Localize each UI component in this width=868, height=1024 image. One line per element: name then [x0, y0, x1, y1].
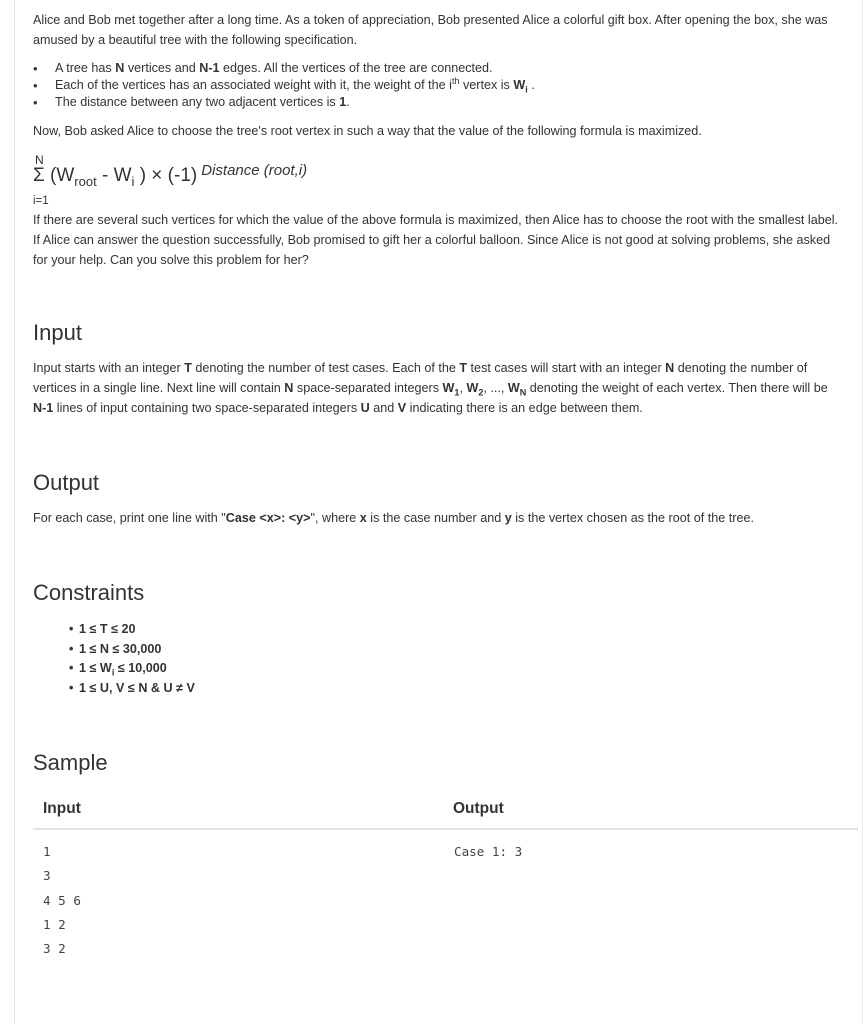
bold: x: [359, 511, 367, 525]
formula-sub-i: i: [131, 173, 135, 189]
list-item: [69, 659, 843, 679]
text: indicating there is an edge between them.: [406, 401, 643, 415]
constraints-heading: Constraints: [33, 580, 145, 605]
formula-part: ) × (-1): [134, 165, 198, 186]
list-item: • 1 ≤ N ≤ 30,000: [69, 640, 843, 660]
text: For each case, print one line with ": [33, 511, 226, 525]
formula-upper-limit: N: [35, 153, 44, 167]
list-item: [33, 60, 843, 77]
list-item: [33, 94, 843, 111]
text: is the case number and: [366, 511, 505, 525]
bold: V: [397, 401, 407, 415]
right-border: [862, 0, 863, 1024]
bold-one: 1: [339, 95, 347, 109]
output-heading: Output: [33, 470, 100, 495]
sample-output-label: Output: [453, 800, 504, 817]
bold: W: [507, 381, 520, 395]
tie-break-paragraph: If there are several such vertices for which the value of the above formula is maximized, then Alice has to choose the root with the smallest label. If Alice can answer the question successfully, Bob promised to gift her a colorful balloon. Since Alice is not good at solving problems, she asked for your help. Can you solve this problem for her?: [33, 213, 839, 267]
subscript: 1: [454, 387, 460, 398]
formula-part: - W: [96, 165, 132, 186]
bold: N: [665, 361, 675, 375]
subscript: i: [525, 84, 528, 95]
text: A tree has: [55, 61, 116, 75]
bold: y: [504, 511, 512, 525]
formula: [33, 153, 843, 205]
bold-n: N: [115, 61, 125, 75]
bold: T: [459, 361, 468, 375]
bold: T: [184, 361, 192, 375]
bold: U: [360, 401, 370, 415]
text: .: [527, 78, 535, 92]
problem-statement: [33, 10, 843, 970]
bold: W: [442, 381, 455, 395]
formula-part: Σ (W: [33, 165, 75, 186]
text: , ...,: [483, 381, 508, 395]
list-item: [33, 77, 843, 94]
list-item: • 1 ≤ U, V ≤ N & U ≠ V: [69, 679, 843, 699]
text: 1 ≤ W: [79, 661, 112, 675]
text: lines of input containing two space-separated integers: [53, 401, 361, 415]
text: ≤ 10,000: [114, 661, 167, 675]
sample-table-header: [33, 796, 858, 830]
text: space-separated integers: [293, 381, 443, 395]
sample-input-line: 4 5 6: [43, 892, 81, 908]
subscript: i: [111, 667, 115, 678]
text: denoting the number of vertices in a single line. Next line will contain: [33, 361, 808, 395]
bold: N: [284, 381, 294, 395]
bold: W: [466, 381, 479, 395]
sample-output-block: [454, 844, 522, 859]
sample-input-line: 3 2: [43, 941, 66, 957]
input-heading: Input: [33, 320, 82, 345]
formula-exponent: Distance (root,i): [201, 162, 308, 179]
text: ,: [459, 381, 467, 395]
subscript: N: [519, 387, 527, 398]
sample-input-line: 3: [43, 868, 51, 884]
superscript: th: [451, 75, 460, 86]
text: denoting the number of test cases. Each of the: [191, 361, 460, 375]
tree-spec-list: [33, 60, 843, 111]
formula-sub-root: root: [74, 173, 97, 189]
sample-heading: Sample: [33, 750, 108, 775]
bold: Case <x>: <y>: [225, 511, 311, 525]
subscript: 2: [478, 387, 484, 398]
text: test cases will start with an integer: [467, 361, 666, 375]
sample-input-line: 1: [43, 844, 51, 859]
constraints-list: [69, 620, 843, 698]
sample-input-line: 1 2: [43, 916, 66, 932]
text: Each of the vertices has an associated weight with it, the weight of the i: [55, 78, 452, 92]
left-border: [14, 0, 15, 1024]
intro-paragraph: Alice and Bob met together after a long time. As a token of appreciation, Bob presented Alice a colorful gift box. After opening the box, she was amused by a beautiful tree with the following specification.: [33, 13, 828, 47]
text: vertices and: [124, 61, 200, 75]
formula-intro: Now, Bob asked Alice to choose the tree's root vertex in such a way that the value of the following formula is maximized.: [33, 124, 702, 138]
output-description: [33, 508, 843, 528]
bold-n-minus-1: N-1: [199, 61, 220, 75]
text: .: [346, 95, 350, 109]
text: and: [369, 401, 398, 415]
formula-lower-limit: i=1: [33, 195, 49, 207]
sample-output-line: Case 1: 3: [454, 844, 523, 859]
text: edges. All the vertices of the tree are connected.: [219, 61, 493, 75]
sample-table-body: [33, 830, 843, 970]
text: vertex is: [459, 78, 514, 92]
input-description: [33, 358, 843, 418]
list-item: • 1 ≤ T ≤ 20: [69, 620, 843, 640]
bold-w: W: [513, 78, 526, 92]
text: is the vertex chosen as the root of the tree.: [511, 511, 754, 525]
text: ", where: [310, 511, 360, 525]
bold: N-1: [33, 401, 54, 415]
sample-input-block: [43, 840, 81, 961]
text: The distance between any two adjacent vertices is: [55, 95, 340, 109]
sample-input-label: Input: [43, 800, 81, 817]
text: denoting the weight of each vertex. Then there will be: [526, 381, 828, 395]
formula-body: [33, 162, 308, 189]
text: Input starts with an integer: [33, 361, 185, 375]
